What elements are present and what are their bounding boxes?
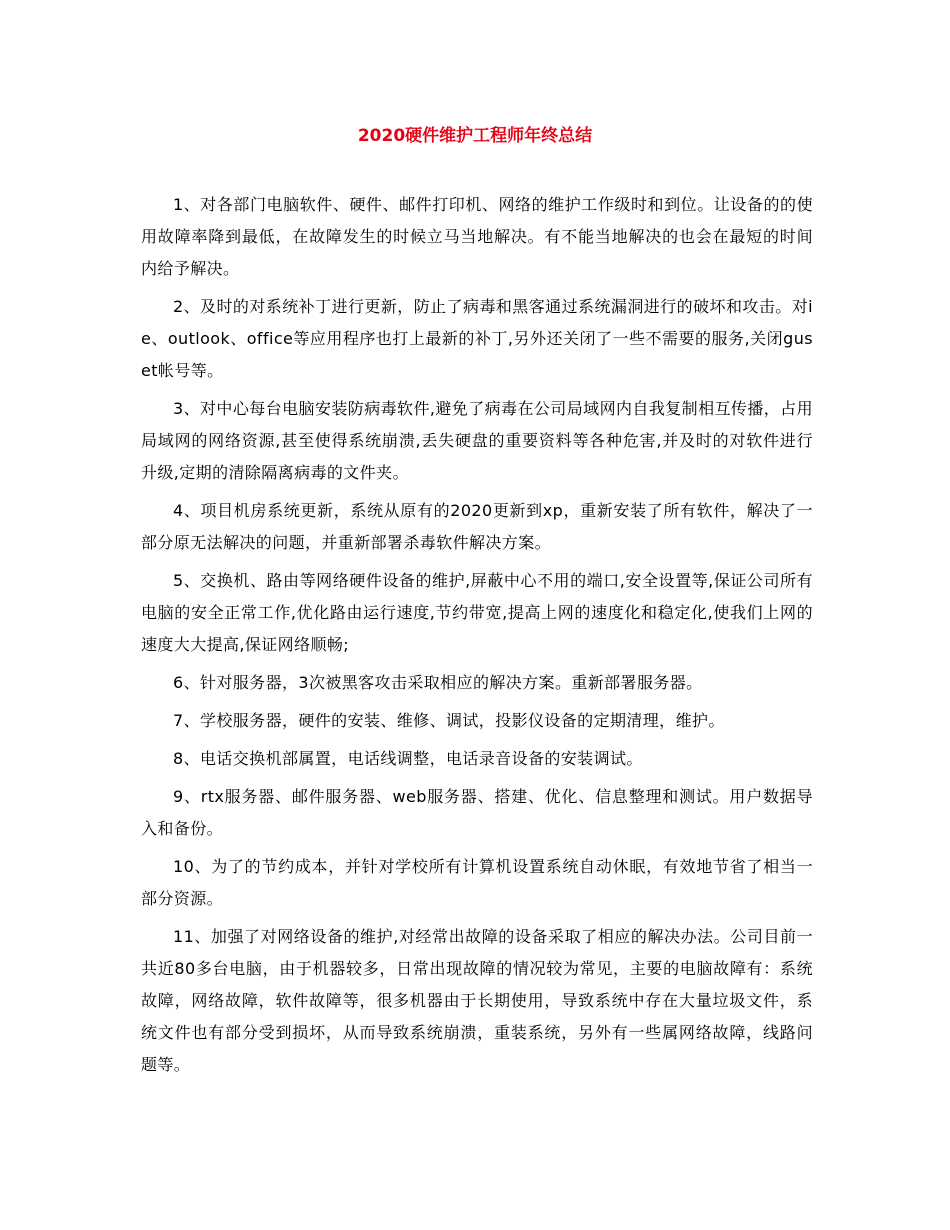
paragraph-1: 1、对各部门电脑软件、硬件、邮件打印机、网络的维护工作级时和到位。让设备的的使用故障率降到最低，在故障发生的时候立马当地解决。有不能当地解决的也会在最短的时间内给予解决。 [141,195,813,278]
paragraph-10: 10、为了的节约成本，并针对学校所有计算机设置系统自动休眠，有效地节省了相当一部分资源。 [141,857,813,908]
paragraph-4: 4、项目机房系统更新，系统从原有的2020更新到xp，重新安装了所有软件，解决了一部分原无法解决的问题，并重新部署杀毒软件解决方案。 [141,501,813,552]
document-body [141,189,813,1087]
paragraph-5: 5、交换机、路由等网络硬件设备的维护,屏蔽中心不用的端口,安全设置等,保证公司所有电脑的安全正常工作,优化路由运行速度,节约带宽,提高上网的速度化和稳定化,使我们上网的速度大大提高,保证网络顺畅; [141,571,813,654]
paragraph-9: 9、rtx服务器、邮件服务器、web服务器、搭建、优化、信息整理和测试。用户数据导入和备份。 [141,787,813,838]
document-title: 2020硬件维护工程师年终总结 [357,126,593,146]
paragraph-2: 2、及时的对系统补丁进行更新，防止了病毒和黑客通过系统漏洞进行的破坏和攻击。对ie、outlook、office等应用程序也打上最新的补丁,另外还关闭了一些不需要的服务,关闭guset帐号等。 [141,297,813,380]
paragraph-7: 7、学校服务器，硬件的安装、维修、调试，投影仪设备的定期清理，维护。 [173,711,725,730]
paragraph-8: 8、电话交换机部属置，电话线调整，电话录音设备的安装调试。 [173,749,643,768]
paragraph-6: 6、针对服务器，3次被黑客攻击采取相应的解决方案。重新部署服务器。 [173,673,703,692]
paragraph-3: 3、对中心每台电脑安装防病毒软件,避免了病毒在公司局域网内自我复制相互传播，占用局域网的网络资源,甚至使得系统崩溃,丢失硬盘的重要资料等各种危害,并及时的对软件进行升级,定期的清除隔离病毒的文件夹。 [141,399,813,482]
paragraph-11: 11、加强了对网络设备的维护,对经常出故障的设备采取了相应的解决办法。公司目前一共近80多台电脑，由于机器较多，日常出现故障的情况较为常见，主要的电脑故障有：系统故障，网络故障，软件故障等，很多机器由于长期使用，导致系统中存在大量垃圾文件，系统文件也有部分受到损坏，从而导致系统崩溃，重装系统，另外有一些属网络故障，线路问题等。 [141,927,813,1074]
